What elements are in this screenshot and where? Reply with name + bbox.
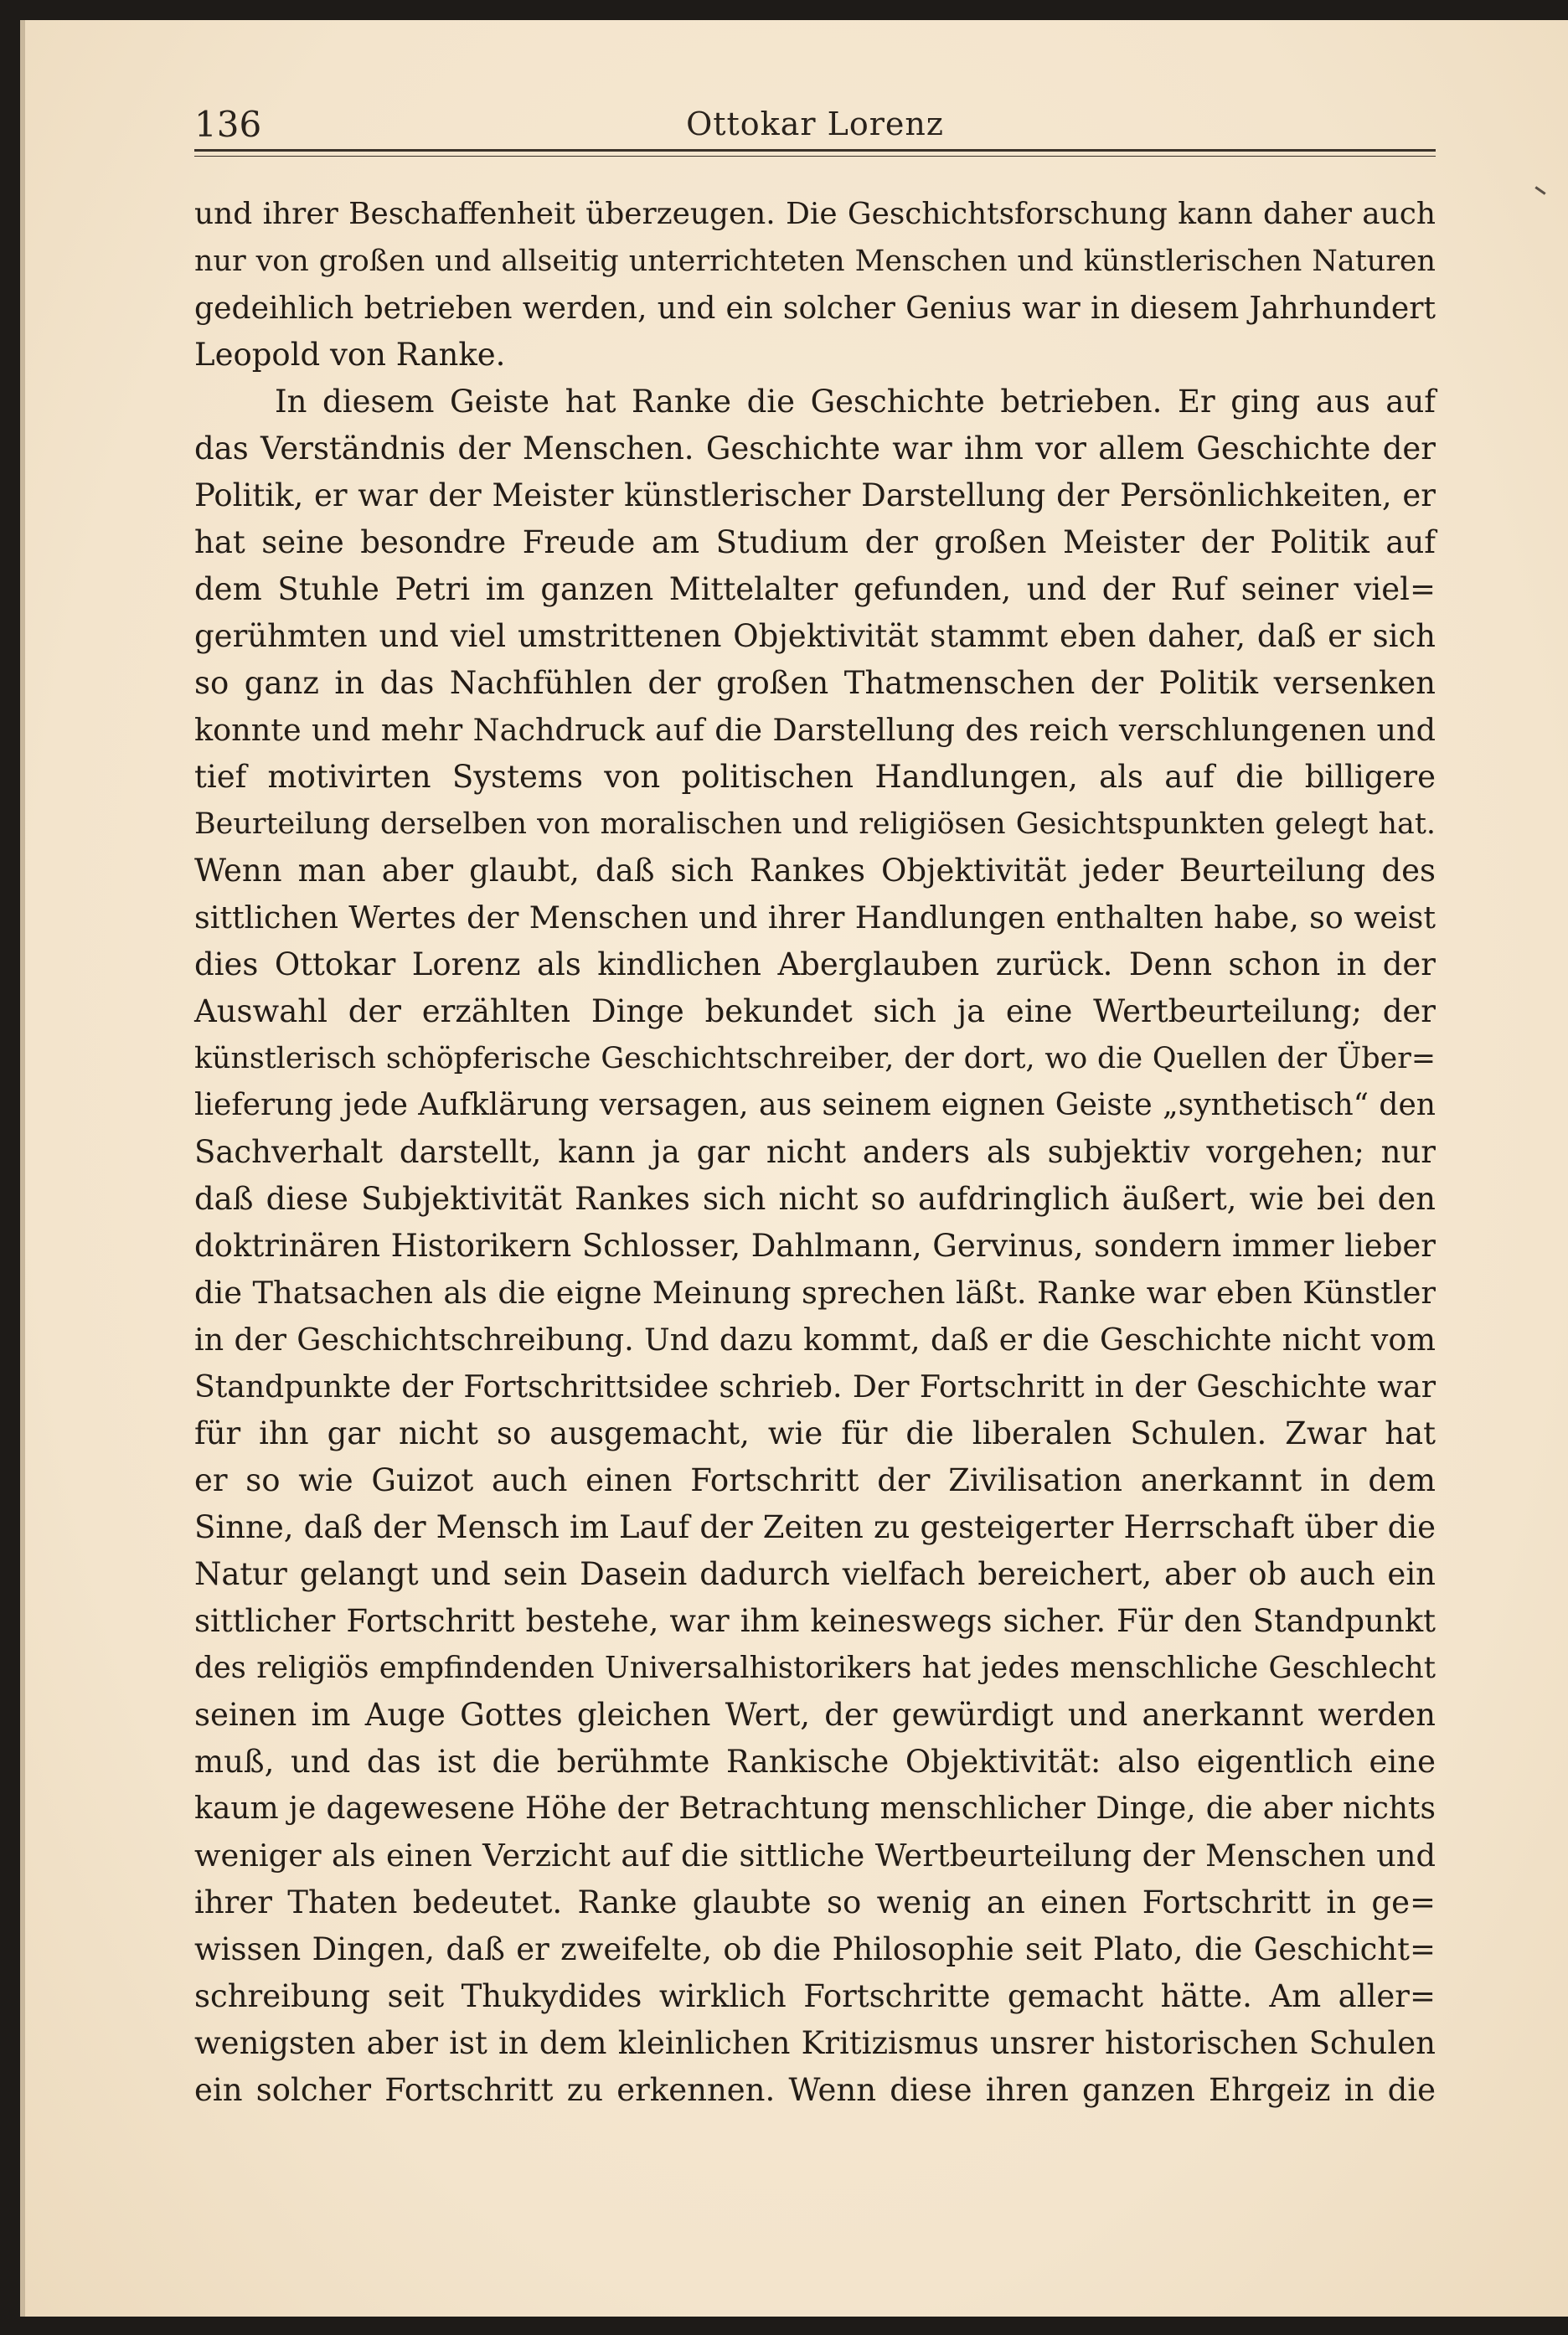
text-line: sittlicher Fortschritt bestehe, war ihm keineswegs sicher. Für den Standpunkt (194, 1603, 1436, 1639)
text-line: wissen Dingen, daß er zweifelte, ob die Philosophie seit Plato, die Geschicht= (194, 1931, 1436, 1967)
text-line: Sinne, daß der Mensch im Lauf der Zeiten zu gesteigerter Herrschaft über die (194, 1509, 1436, 1545)
text-line: Auswahl der erzählten Dinge bekundet sich ja eine Wertbeurteilung; der (194, 993, 1436, 1029)
text-line: Leopold von Ranke. (194, 337, 506, 373)
text-line: kaum je dagewesene Höhe der Betrachtung menschlicher Dinge, die aber nichts (194, 1791, 1436, 1826)
running-head: Ottokar Lorenz (686, 106, 944, 142)
text-line: ein solcher Fortschritt zu erkennen. Wenn diese ihren ganzen Ehrgeiz in die (194, 2072, 1436, 2108)
text-line: Beurteilung derselben von moralischen und religiösen Gesichtspunkten gelegt hat. (194, 807, 1436, 841)
text-line: und ihrer Beschaffenheit überzeugen. Die Geschichtsforschung kann daher auch (194, 197, 1436, 231)
text-line: gedeihlich betrieben werden, und ein solcher Genius war in diesem Jahrhundert (194, 290, 1436, 326)
text-line: so ganz in das Nachfühlen der großen Thatmenschen der Politik versenken (194, 665, 1436, 701)
text-line: doktrinären Historikern Schlosser, Dahlmann, Gervinus, sondern immer lieber (194, 1228, 1436, 1264)
text-line: weniger als einen Verzicht auf die sittliche Wertbeurteilung der Menschen und (194, 1838, 1436, 1874)
text-line: die Thatsachen als die eigne Meinung sprechen läßt. Ranke war eben Künstler (194, 1275, 1436, 1311)
text-line: künstlerisch schöpferische Geschichtschreiber, der dort, wo die Quellen der Über= (194, 1042, 1436, 1075)
text-line: tief motivirten Systems von politischen Handlungen, als auf die billigere (194, 759, 1436, 795)
header-rule-thin (194, 156, 1436, 157)
text-line: hat seine besondre Freude am Studium der großen Meister der Politik auf (194, 524, 1436, 560)
text-line: ihrer Thaten bedeutet. Ranke glaubte so wenig an einen Fortschritt in ge= (194, 1884, 1436, 1920)
text-line: In diesem Geiste hat Ranke die Geschichte betrieben. Er ging aus auf (275, 384, 1436, 420)
text-line: dies Ottokar Lorenz als kindlichen Aberglauben zurück. Denn schon in der (194, 946, 1436, 982)
text-line: für ihn gar nicht so ausgemacht, wie für die liberalen Schulen. Zwar hat (194, 1415, 1436, 1451)
text-line: Wenn man aber glaubt, daß sich Rankes Objektivität jeder Beurteilung des (194, 853, 1436, 889)
text-line: Politik, er war der Meister künstlerischer Darstellung der Persönlichkeiten, er (194, 477, 1436, 513)
text-line: konnte und mehr Nachdruck auf die Darstellung des reich verschlungenen und (194, 712, 1436, 748)
text-line: gerühmten und viel umstrittenen Objektivität stammt eben daher, daß er sich (194, 618, 1436, 654)
text-line: wenigsten aber ist in dem kleinlichen Kritizismus unsrer historischen Schulen (194, 2025, 1436, 2061)
text-line: Natur gelangt und sein Dasein dadurch vielfach bereichert, aber ob auch ein (194, 1556, 1436, 1592)
text-line: sittlichen Wertes der Menschen und ihrer Handlungen enthalten habe, so weist (194, 899, 1436, 936)
text-line: er so wie Guizot auch einen Fortschritt der Zivilisation anerkannt in dem (194, 1462, 1436, 1498)
text-line: Sachverhalt darstellt, kann ja gar nicht anders als subjektiv vorgehen; nur (194, 1134, 1436, 1170)
text-line: Standpunkte der Fortschrittsidee schrieb. Der Fortschritt in der Geschichte war (194, 1369, 1436, 1405)
text-line: nur von großen und allseitig unterrichteten Menschen und künstlerischen Naturen (194, 245, 1436, 278)
text-line: in der Geschichtschreibung. Und dazu kommt, daß er die Geschichte nicht vom (194, 1322, 1436, 1358)
text-line: lieferung jede Aufklärung versagen, aus seinem eignen Geiste „synthetisch“ den (194, 1088, 1436, 1122)
header-rule-thick (194, 149, 1436, 152)
text-line: das Verständnis der Menschen. Geschichte war ihm vor allem Geschichte der (194, 430, 1436, 466)
page-header (194, 99, 1436, 152)
text-line: des religiös empfindenden Universalhistorikers hat jedes menschliche Geschlecht (194, 1651, 1436, 1685)
body-text (194, 191, 1436, 2114)
text-line: muß, und das ist die berühmte Rankische Objektivität: also eigentlich eine (194, 1744, 1436, 1780)
text-line: dem Stuhle Petri im ganzen Mittelalter gefunden, und der Ruf seiner viel= (194, 571, 1436, 607)
text-line: seinen im Auge Gottes gleichen Wert, der gewürdigt und anerkannt werden (194, 1697, 1436, 1733)
text-line: schreibung seit Thukydides wirklich Fortschritte gemacht hätte. Am aller= (194, 1978, 1436, 2014)
text-line: daß diese Subjektivität Rankes sich nicht so aufdringlich äußert, wie bei den (194, 1181, 1436, 1217)
page-number: 136 (194, 104, 262, 145)
